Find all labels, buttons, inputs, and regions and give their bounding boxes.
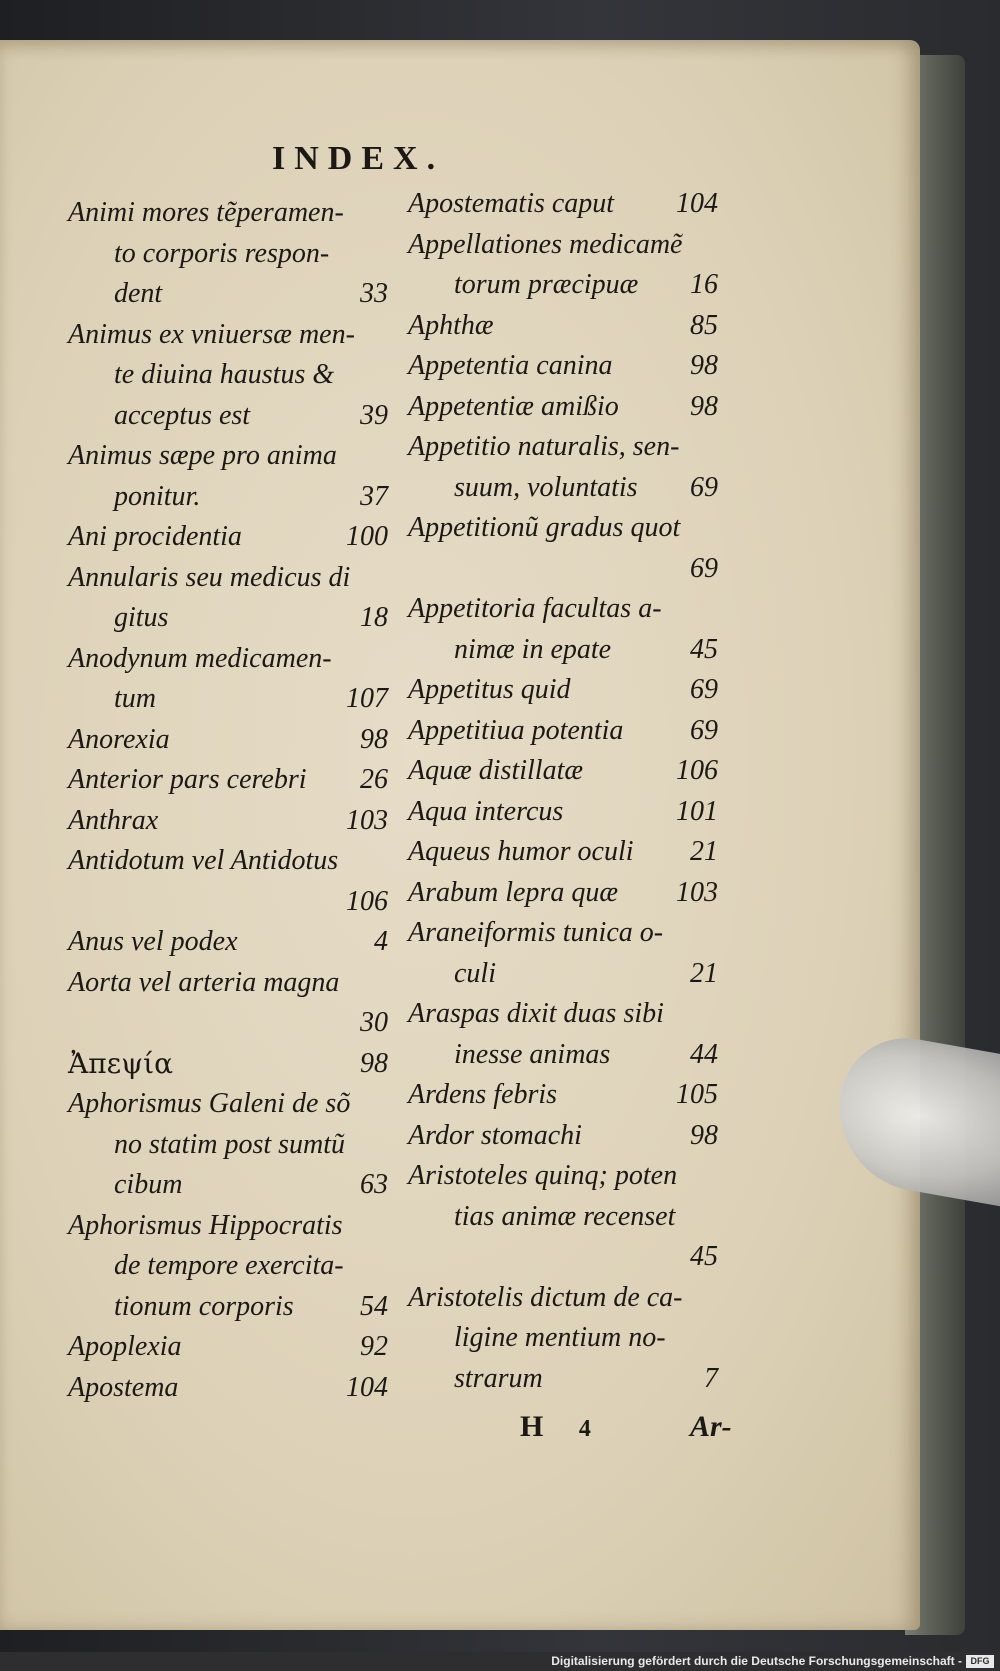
index-entry-text: Araneiformis tunica o- xyxy=(408,917,664,948)
index-entry xyxy=(68,1206,388,1247)
page-title: INDEX. xyxy=(272,140,445,177)
index-entry-page: 104 xyxy=(676,188,718,219)
index-entry-page: 106 xyxy=(676,755,718,786)
index-entry-text: Anthrax xyxy=(68,804,159,836)
index-entry-page: 33 xyxy=(360,278,388,309)
index-entry xyxy=(68,882,388,923)
index-entry-text: cibum xyxy=(114,1169,183,1200)
index-entry-text: tum xyxy=(114,683,156,714)
index-entry-text: ponitur. xyxy=(114,480,201,512)
index-entry xyxy=(408,1035,718,1076)
index-entry-text: acceptus est xyxy=(114,399,251,431)
index-entry xyxy=(68,274,388,315)
index-entry xyxy=(408,1156,718,1197)
index-entry xyxy=(408,1318,718,1359)
index-entry-text: tias animæ recenset xyxy=(454,1200,676,1232)
index-entry-text: Anorexia xyxy=(68,723,170,755)
footer-credit: Digitalisierung gefördert durch die Deutsche Forschungsgemeinschaft - xyxy=(551,1654,962,1668)
index-entry-text: Ἀπεψία xyxy=(68,1046,173,1080)
index-entry xyxy=(68,922,388,963)
index-entry xyxy=(408,184,718,225)
index-entry xyxy=(68,1084,388,1125)
index-entry-text: tionum corporis xyxy=(114,1290,294,1322)
signature-number: 4 xyxy=(578,1416,591,1442)
index-entry-text: Aphorismus Hippocratis xyxy=(68,1209,343,1241)
index-column-right xyxy=(408,184,718,1399)
index-entry-page: 63 xyxy=(360,1169,388,1200)
index-entry-page: 26 xyxy=(360,764,388,795)
index-entry xyxy=(408,1197,718,1238)
index-entry xyxy=(68,963,388,1004)
index-entry-text: Animus sæpe pro anima xyxy=(68,440,337,471)
index-entry xyxy=(68,801,388,842)
index-entry xyxy=(68,517,388,558)
index-entry xyxy=(68,1125,388,1166)
index-entry xyxy=(68,396,388,437)
index-entry-page: 98 xyxy=(360,723,388,755)
index-entry-text: Aphorismus Galeni de sõ xyxy=(68,1088,351,1119)
index-entry xyxy=(408,387,718,428)
index-entry xyxy=(408,265,718,306)
index-entry-text: nimæ in epate xyxy=(454,633,612,665)
index-entry xyxy=(408,954,718,995)
index-entry-page: 98 xyxy=(690,1119,718,1151)
index-entry-text: Arabum lepra quæ xyxy=(408,876,618,908)
index-entry-page: 69 xyxy=(690,552,718,584)
index-entry-text: Anodynum medicamen- xyxy=(68,642,332,674)
index-entry xyxy=(68,1044,388,1085)
index-entry-page: 85 xyxy=(690,309,718,341)
index-entry-page: 37 xyxy=(360,480,388,512)
index-entry-page: 92 xyxy=(360,1331,388,1362)
index-entry-page: 39 xyxy=(360,399,388,431)
index-entry xyxy=(68,1368,388,1409)
index-entry xyxy=(68,558,388,599)
index-entry xyxy=(408,225,718,266)
index-entry xyxy=(68,355,388,396)
index-entry-page: 54 xyxy=(360,1290,388,1322)
index-entry-page: 21 xyxy=(690,957,718,989)
index-entry-text: Aorta vel arteria magna xyxy=(68,966,340,998)
index-entry-text: strarum xyxy=(454,1362,543,1394)
index-entry-page: 16 xyxy=(690,269,718,300)
index-entry-text: Appetitio naturalis, sen- xyxy=(408,431,680,462)
index-entry-page: 100 xyxy=(346,521,388,552)
footer-bar xyxy=(0,1652,1000,1671)
index-entry-page: 44 xyxy=(690,1038,718,1070)
index-entry-page: 45 xyxy=(690,633,718,665)
index-entry-text: suum, voluntatis xyxy=(454,471,638,503)
index-entry-page: 104 xyxy=(346,1371,388,1403)
index-entry-text: Aqueus humor oculi xyxy=(408,836,634,867)
index-entry-text: Animi mores tẽperamen- xyxy=(68,197,344,228)
index-entry xyxy=(408,427,718,468)
index-entry-page: 98 xyxy=(690,390,718,422)
index-entry-text: Appetitoria facultas a- xyxy=(408,593,662,624)
index-entry-text: Ardor stomachi xyxy=(408,1119,582,1151)
index-entry xyxy=(408,508,718,549)
index-entry xyxy=(408,468,718,509)
index-entry-page: 45 xyxy=(690,1241,718,1272)
index-entry-text: inesse animas xyxy=(454,1038,611,1070)
index-entry-text: dent xyxy=(114,278,163,309)
index-entry-page: 103 xyxy=(346,804,388,836)
index-entry-text: to corporis respon- xyxy=(114,237,330,269)
index-entry-page: 103 xyxy=(676,876,718,908)
index-entry xyxy=(408,1075,718,1116)
index-entry xyxy=(408,792,718,833)
index-entry xyxy=(408,630,718,671)
index-entry-text: te diuina haustus & xyxy=(114,359,335,390)
index-entry-text: Antidotum vel Antidotus xyxy=(68,845,339,876)
index-entry-text: Appetentia canina xyxy=(408,350,613,381)
catchword: Ar- xyxy=(690,1410,732,1443)
index-entry xyxy=(68,720,388,761)
index-entry-page: 106 xyxy=(346,885,388,917)
index-entry-text: Aquæ distillatæ xyxy=(408,755,584,786)
index-entry xyxy=(68,315,388,356)
index-entry xyxy=(68,234,388,275)
index-entry-text: Annularis seu medicus di xyxy=(68,561,351,593)
index-entry-page: 101 xyxy=(676,795,718,827)
index-entry-text: culi xyxy=(454,957,496,989)
index-entry xyxy=(408,1278,718,1319)
index-entry-page: 98 xyxy=(690,350,718,381)
index-entry-page: 107 xyxy=(346,683,388,714)
index-entry xyxy=(68,760,388,801)
index-entry xyxy=(408,711,718,752)
index-entry-text: torum præcipuæ xyxy=(454,269,639,300)
index-entry-text: Animus ex vniuersæ men- xyxy=(68,318,355,350)
index-entry xyxy=(68,193,388,234)
index-entry-page: 98 xyxy=(360,1047,388,1079)
index-entry-page: 7 xyxy=(704,1362,718,1394)
index-entry xyxy=(408,751,718,792)
index-entry xyxy=(408,589,718,630)
index-entry xyxy=(408,549,718,590)
page-foot xyxy=(520,1410,732,1444)
index-entry-page: 21 xyxy=(690,836,718,867)
index-entry-text: Ani procidentia xyxy=(68,521,242,552)
index-entry-page: 4 xyxy=(374,926,388,957)
index-entry xyxy=(68,1165,388,1206)
index-entry-text: Anus vel podex xyxy=(68,926,238,957)
index-entry-text: Aristoteles quinq; poten xyxy=(408,1160,678,1191)
index-column-left xyxy=(68,193,388,1408)
index-entry-text: gitus xyxy=(114,602,169,633)
index-entry-text: Anterior pars cerebri xyxy=(68,764,307,795)
index-entry xyxy=(68,1287,388,1328)
index-entry-text: Appetitionũ gradus quot xyxy=(408,512,681,543)
index-entry-page: 69 xyxy=(690,714,718,746)
index-entry-text: Appetitus quid xyxy=(408,674,571,705)
index-entry-text: Apoplexia xyxy=(68,1331,182,1362)
index-entry xyxy=(408,873,718,914)
index-entry xyxy=(408,913,718,954)
index-entry xyxy=(408,1359,718,1400)
index-entry-text: Araspas dixit duas sibi xyxy=(408,998,664,1029)
index-entry xyxy=(68,1327,388,1368)
index-entry-text: Aphthæ xyxy=(408,309,494,341)
index-entry-page: 30 xyxy=(360,1007,388,1038)
index-entry xyxy=(408,670,718,711)
index-entry xyxy=(408,306,718,347)
index-entry xyxy=(408,832,718,873)
index-entry xyxy=(68,477,388,518)
index-entry xyxy=(68,639,388,680)
index-entry-page: 69 xyxy=(690,471,718,503)
index-entry-text: Appetentiæ amißio xyxy=(408,390,619,422)
signature-mark: H xyxy=(520,1410,544,1443)
index-entry-text: Aqua intercus xyxy=(408,795,564,827)
index-entry-text: Appetitiua potentia xyxy=(408,714,624,746)
index-entry xyxy=(68,1246,388,1287)
index-entry xyxy=(408,1116,718,1157)
index-entry-text: Apostema xyxy=(68,1371,179,1403)
index-entry xyxy=(408,994,718,1035)
index-entry-text: Appellationes medicamẽ xyxy=(408,228,683,260)
index-entry xyxy=(68,1003,388,1044)
index-entry-page: 69 xyxy=(690,674,718,705)
index-entry-text: Aristotelis dictum de ca- xyxy=(408,1281,683,1313)
index-entry xyxy=(68,598,388,639)
index-entry-text: ligine mentium no- xyxy=(454,1322,666,1353)
index-entry-text: no statim post sumtũ xyxy=(114,1128,346,1160)
index-entry-text: Ardens febris xyxy=(408,1079,558,1110)
dfg-logo: DFG xyxy=(966,1655,994,1668)
index-entry xyxy=(408,1237,718,1278)
index-entry-text: Apostematis caput xyxy=(408,188,615,219)
index-entry-text: de tempore exercita- xyxy=(114,1250,344,1281)
index-entry-page: 18 xyxy=(360,602,388,633)
index-entry xyxy=(68,841,388,882)
index-entry xyxy=(68,436,388,477)
index-entry xyxy=(408,346,718,387)
index-entry-page: 105 xyxy=(676,1079,718,1110)
index-entry xyxy=(68,679,388,720)
